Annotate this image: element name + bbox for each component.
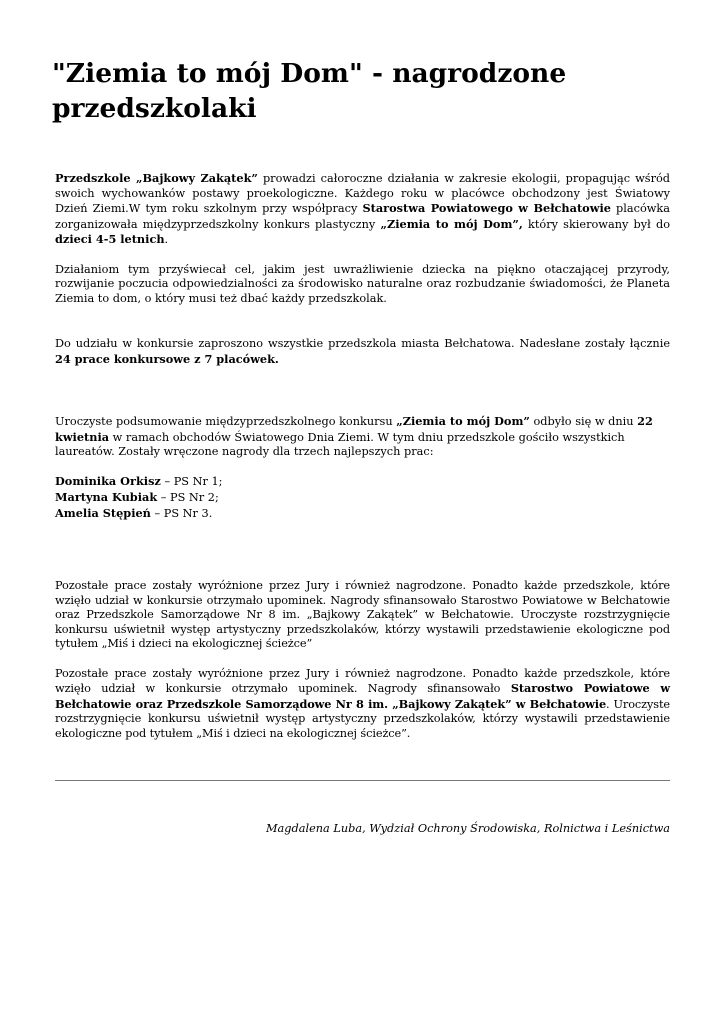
intro-text-1: prowadzi całoroczne działania w zakresie ekologii, propagując wśród swoich wychowanków postawy proekologiczne. Każdego roku w placówce obchodzony jest Światowy Dzień Ziemi.W tym roku szkolnym przy współpracy xyxy=(55,172,671,216)
summary-contest-name: „Ziemia to mój Dom” xyxy=(396,414,530,428)
participation-section xyxy=(55,337,670,382)
intro-text-3: który skierowany był do xyxy=(522,217,670,231)
winner-item xyxy=(55,507,212,520)
summary-section xyxy=(55,414,670,536)
participation-text: Do udziału w konkursie zaproszono wszystkie przedszkola miasta Bełchatowa. Nadesłane zostały łącznie xyxy=(55,337,670,350)
entries-count: 24 prace konkursowe z 7 placówek. xyxy=(55,351,279,366)
summary-text-2: odbyło się w dniu xyxy=(529,415,638,428)
awards-text-2: . Uroczyste rozstrzygnięcie konkursu uświetnił występ artystyczny przedszkolaków, którzy wystawili przedstawienie ekologiczne pod tytułem „Miś i dzieci na ekologicznej ścieżce”. xyxy=(55,697,670,740)
event-date: 22 kwietnia xyxy=(55,414,653,444)
winner-name: Amelia Stępień xyxy=(55,505,151,520)
starostwo-name: Starostwa Powiatowego w Bełchatowie xyxy=(362,201,611,216)
winner-school: – PS Nr 2; xyxy=(157,490,219,504)
summary-text-1: Uroczyste podsumowanie międzyprzedszkolnego konkursu xyxy=(55,415,397,428)
intro-text-4: . xyxy=(164,233,169,247)
winner-name: Martyna Kubiak xyxy=(55,489,158,504)
page-title: "Ziemia to mój Dom" - nagrodzone przedszkolaki xyxy=(52,58,567,124)
winner-name: Dominika Orkisz xyxy=(55,474,161,489)
intro-section xyxy=(55,171,670,321)
closing-section xyxy=(55,579,670,756)
winner-item xyxy=(55,491,219,504)
awards-text-1: Pozostałe prace zostały wyróżnione przez Jury i również nagrodzone. Ponadto każde przedszkole, które wzięło udział w konkursie otrzymało upominek. Nagrody sfinansowało xyxy=(55,666,670,696)
goal-paragraph: Działaniom tym przyświecał cel, jakim jest uwrażliwienie dziecka na piękno otaczającej przyrody, rozwijanie poczucia odpowiedzialności za środowisko naturalne oraz rozbudzanie świadomości, że Planeta Ziemia to dom, o który musi też dbać każdy przedszkolak. xyxy=(55,262,670,305)
intro-text-2: placówka zorganizowała międzyprzedszkolny konkurs plastyczny xyxy=(55,202,670,231)
intro-paragraph xyxy=(55,171,670,248)
kindergarten-name: Przedszkole „Bajkowy Zakątek” xyxy=(55,171,258,185)
winner-school: – PS Nr 1; xyxy=(160,475,223,489)
winner-item xyxy=(55,475,223,488)
winner-school: – PS Nr 3. xyxy=(150,506,213,520)
awards-paragraph-bold xyxy=(55,667,670,742)
author-signature: Magdalena Luba, Wydział Ochrony Środowiska, Rolnictwa i Leśnictwa xyxy=(265,822,670,835)
age-group: dzieci 4-5 letnich xyxy=(55,232,165,247)
awards-paragraph: Pozostałe prace zostały wyróżnione przez Jury i również nagrodzone. Ponadto każde przedszkole, które wzięło udział w konkursie otrzymało upominek. Nagrody sfinansowało Starostwo Powiatowe w Bełchatowie oraz Przedszkole Samorządowe Nr 8 im. „Bajkowy Zakątek” w Bełchatowie. Uroczyste rozstrzygnięcie konkursu uświetnił występ artystyczny przedszkolaków, którzy wystawili przedstawienie ekologiczne pod tytułem „Miś i dzieci na ekologicznej ścieżce” xyxy=(55,579,670,651)
summary-text-3: w ramach obchodów Światowego Dnia Ziemi. W tym dniu przedszkole gościło wszystkich laureatów. Zostały wręczone nagrody dla trzech najlepszych prac: xyxy=(55,430,625,459)
winners-list xyxy=(55,474,670,521)
participation-paragraph xyxy=(55,337,670,367)
sponsors: Starostwo Powiatowe w Bełchatowie oraz Przedszkole Samorządowe Nr 8 im. „Bajkowy Zakątek” w Bełchatowie xyxy=(55,681,670,711)
summary-paragraph xyxy=(55,414,670,460)
contest-name: „Ziemia to mój Dom”, xyxy=(380,216,523,231)
horizontal-divider xyxy=(55,780,670,781)
